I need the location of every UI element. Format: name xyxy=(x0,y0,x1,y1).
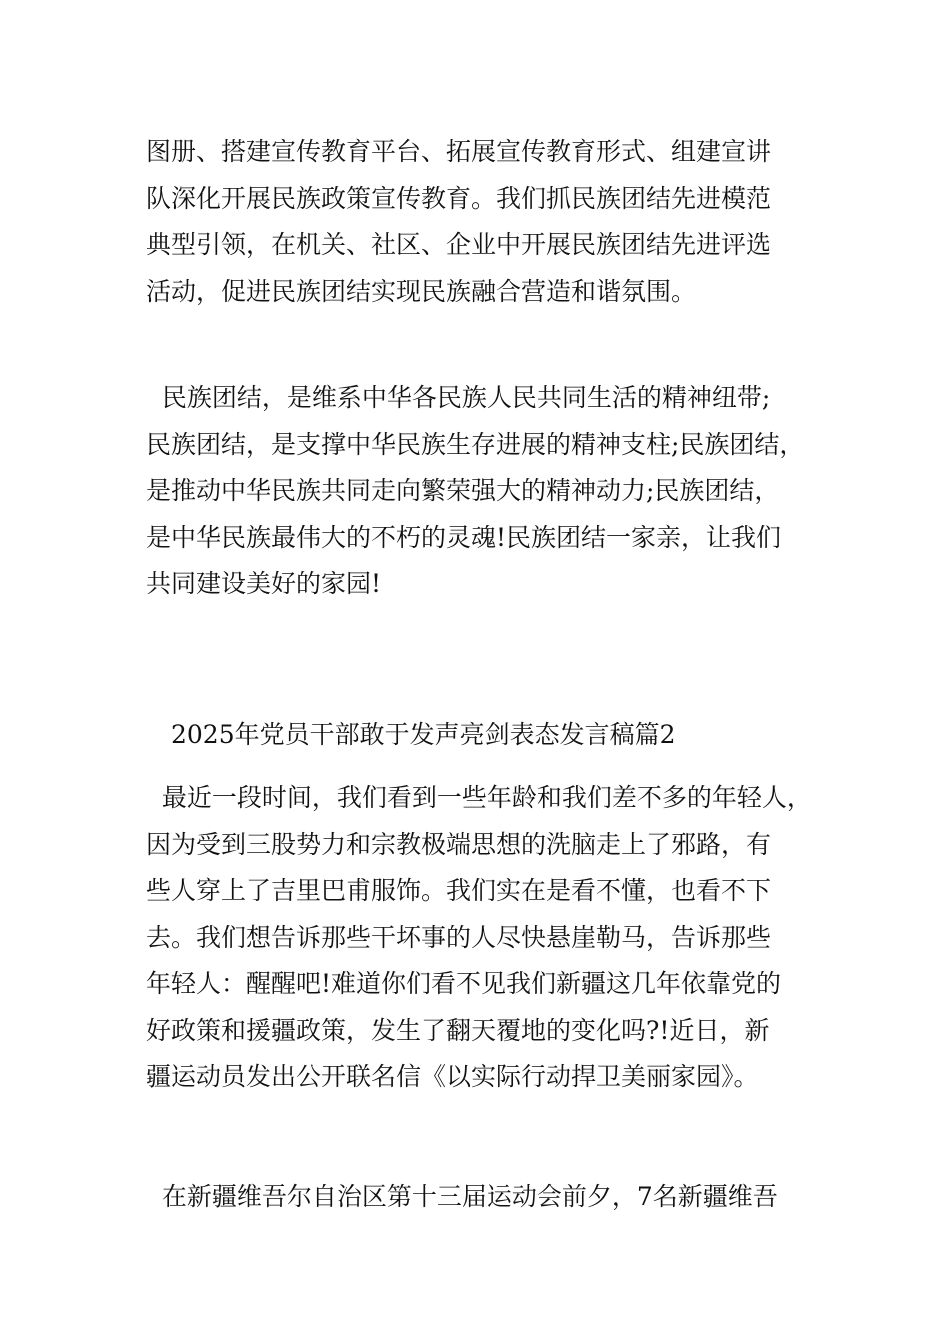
text-line: 疆运动员发出公开联名信《以实际行动捍卫美丽家园》。 xyxy=(146,1062,759,1091)
text-line: 是中华民族最伟大的不朽的灵魂!民族团结一家亲，让我们 xyxy=(146,522,782,552)
text-line: 民族团结，是支撑中华民族生存进展的精神支柱;民族团结， xyxy=(146,429,805,459)
paragraph-youth-warning xyxy=(146,775,846,1101)
text-line: 是推动中华民族共同走向繁荣强大的精神动力;民族团结， xyxy=(146,476,780,505)
paragraph-policy-education xyxy=(146,129,846,315)
text-line: 图册、搭建宣传教育平台、拓展宣传教育形式、组建宣讲 xyxy=(146,137,772,166)
text-line: 民族团结，是维系中华各民族人民共同生活的精神纽带; xyxy=(146,383,771,412)
text-line: 去。我们想告诉那些干坏事的人尽快悬崖勒马，告诉那些 xyxy=(146,922,772,952)
text-line: 典型引领，在机关、社区、企业中开展民族团结先进评选 xyxy=(146,230,772,259)
text-line: 队深化开展民族政策宣传教育。我们抓民族团结先进模范 xyxy=(146,183,772,213)
text-line: 因为受到三股势力和宗教极端思想的洗脑走上了邪路，有 xyxy=(146,829,772,859)
paragraph-games-eve xyxy=(146,1174,846,1221)
text-line: 好政策和援疆政策，发生了翻天覆地的变化吗?!近日，新 xyxy=(146,1015,770,1045)
section-heading: 2025年党员干部敢于发声亮剑表态发言稿篇2 xyxy=(171,720,676,749)
paragraph-ethnic-unity xyxy=(146,375,846,608)
text-line: 活动，促进民族团结实现民族融合营造和谐氛围。 xyxy=(146,276,697,306)
text-line: 共同建设美好的家园! xyxy=(146,569,382,598)
text-line: 些人穿上了吉里巴甫服饰。我们实在是看不懂，也看不下 xyxy=(146,876,772,905)
text-line: 最近一段时间，我们看到一些年龄和我们差不多的年轻人， xyxy=(146,783,812,812)
text-line: 在新疆维吾尔自治区第十三届运动会前夕，7名新疆维吾 xyxy=(146,1182,778,1211)
text-line: 年轻人：醒醒吧!难道你们看不见我们新疆这几年依靠党的 xyxy=(146,969,782,998)
